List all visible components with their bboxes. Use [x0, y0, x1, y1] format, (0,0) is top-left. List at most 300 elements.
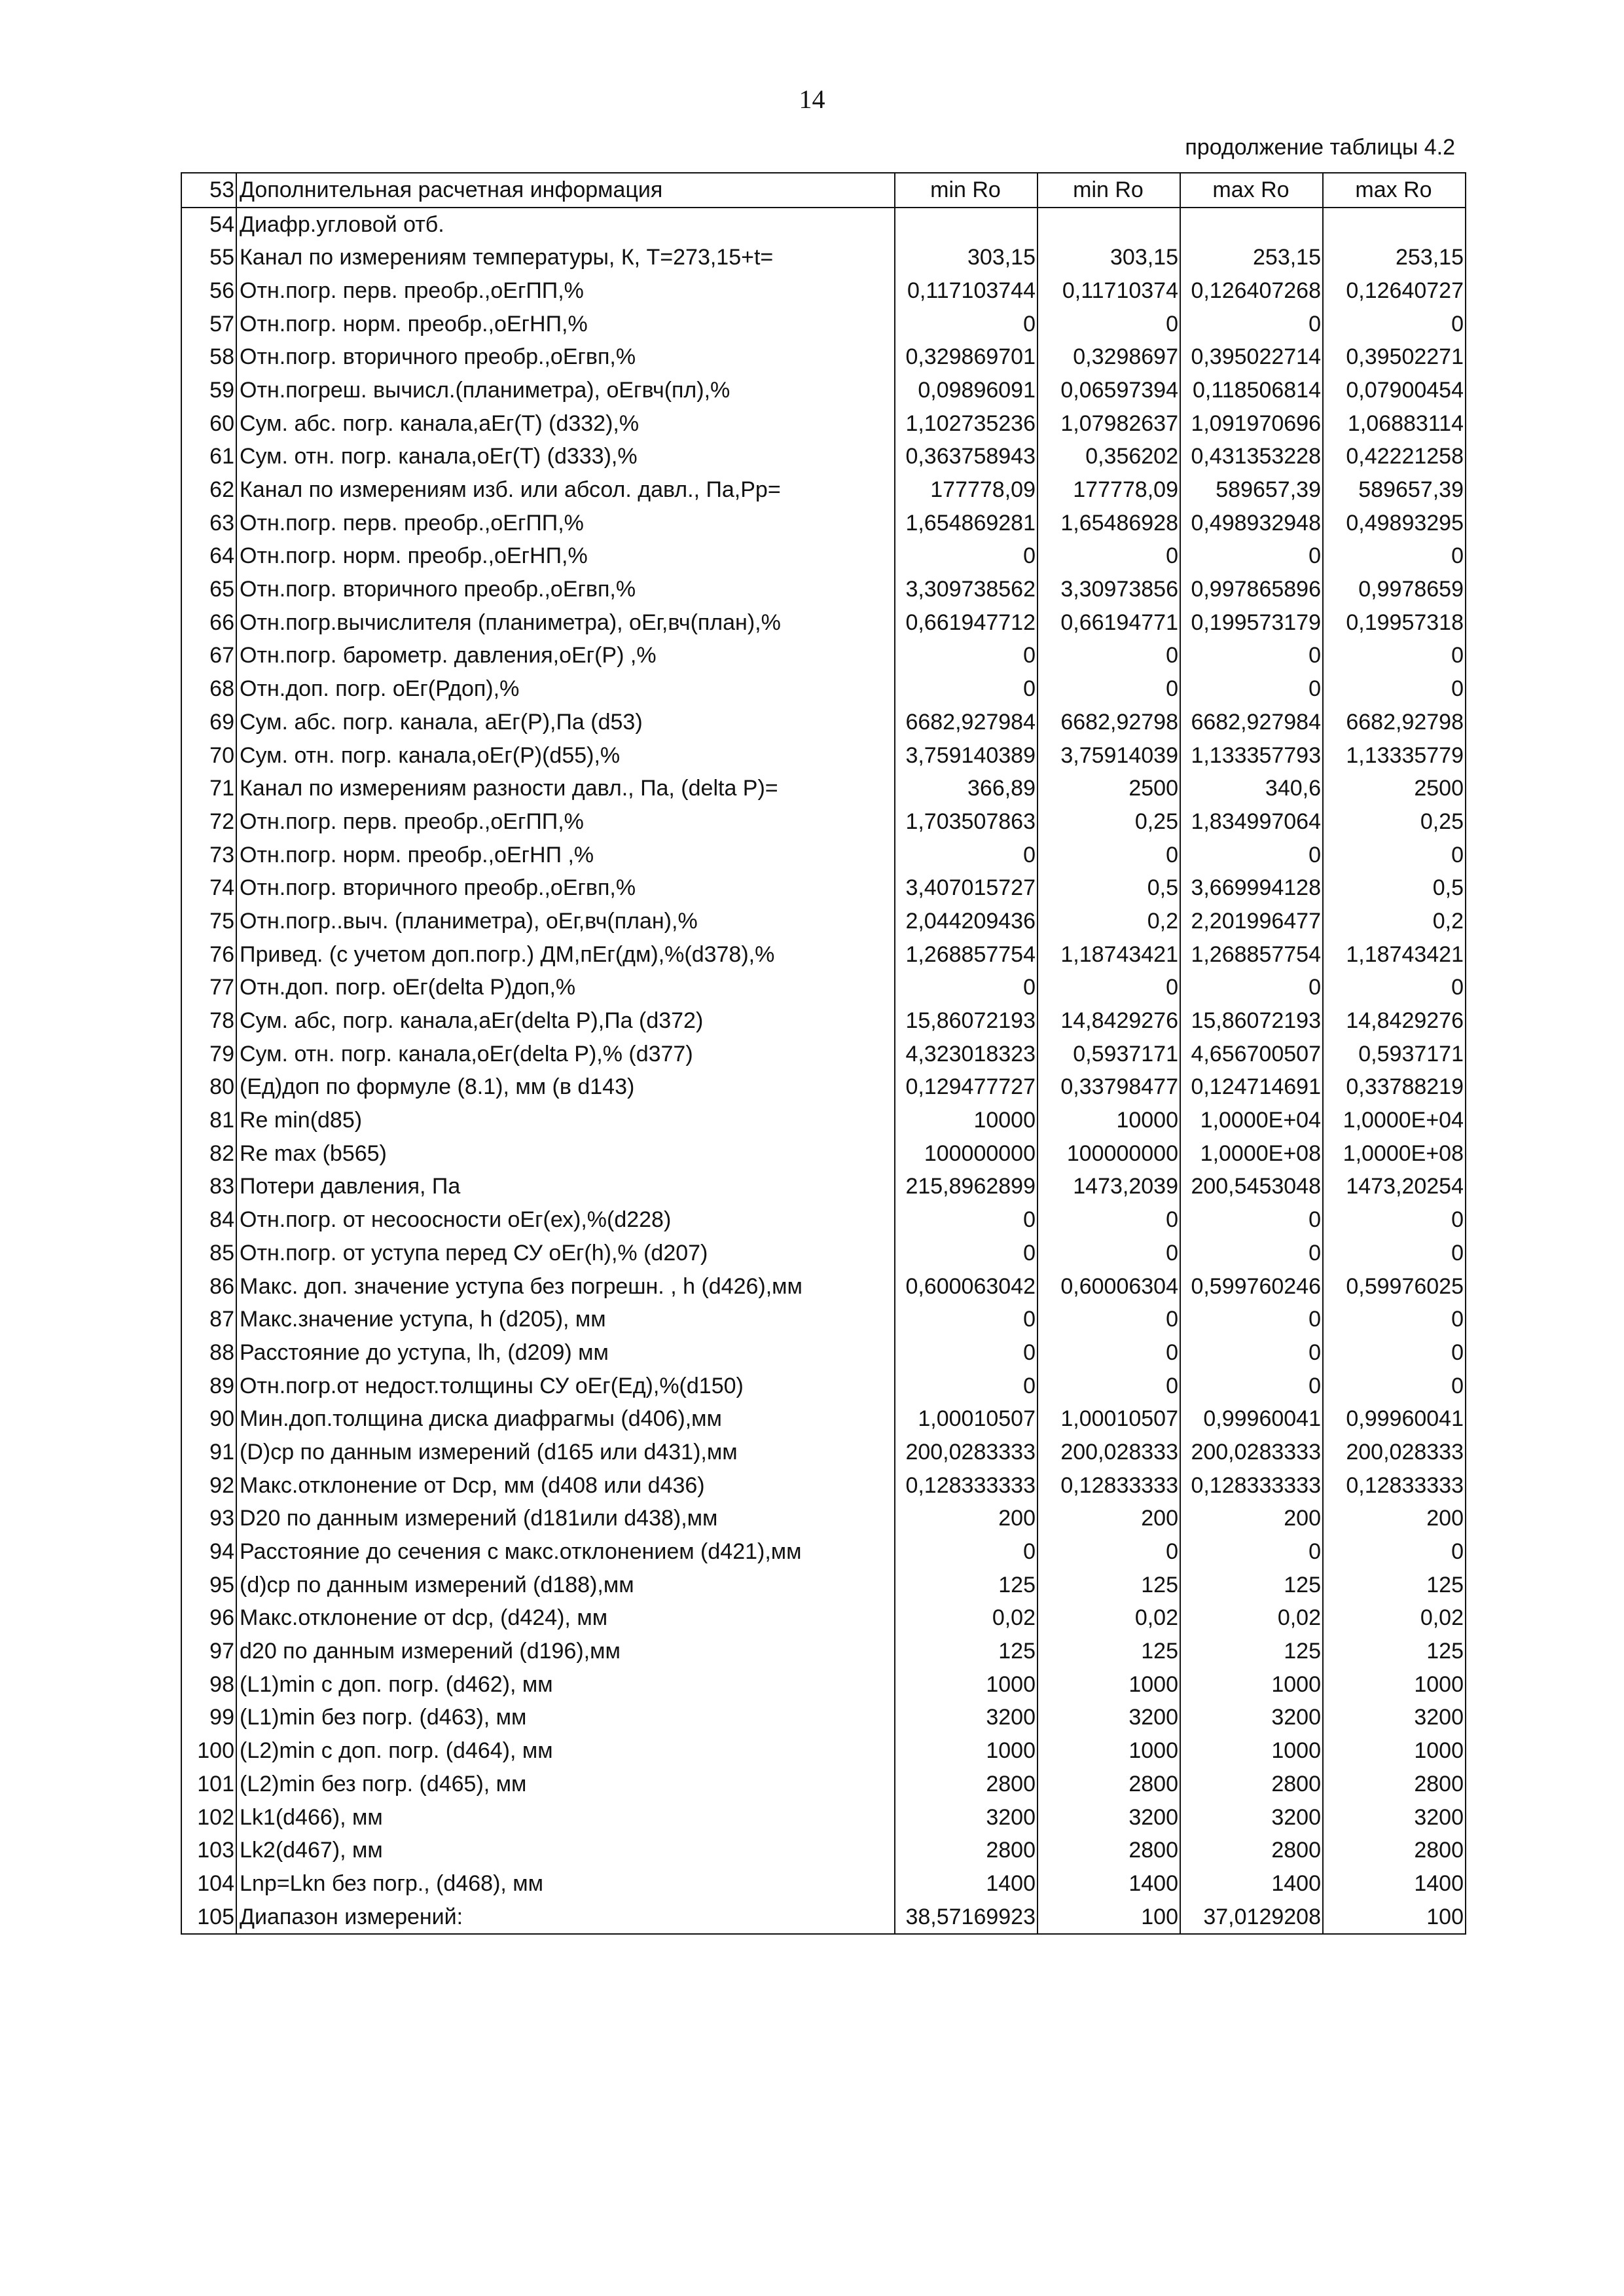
value-min-ro-1: 0 — [895, 839, 1038, 872]
row-number: 105 — [181, 1901, 236, 1935]
value-min-ro-2: 0,02 — [1038, 1602, 1180, 1635]
row-number: 96 — [181, 1602, 236, 1635]
table-row — [181, 1867, 1466, 1901]
table-row — [181, 972, 1466, 1005]
value-min-ro-2: 14,8429276 — [1038, 1004, 1180, 1038]
value-max-ro-2: 0,59976025 — [1323, 1270, 1466, 1303]
value-min-ro-1: 200,0283333 — [895, 1436, 1038, 1469]
value-min-ro-1: 0 — [895, 640, 1038, 673]
row-number: 86 — [181, 1270, 236, 1303]
value-min-ro-2: 0,5 — [1038, 871, 1180, 905]
value-min-ro-2: 0 — [1038, 1370, 1180, 1403]
value-max-ro-2: 0,39502271 — [1323, 340, 1466, 374]
value-max-ro-2: 1,18743421 — [1323, 938, 1466, 972]
table-row — [181, 208, 1466, 242]
value-min-ro-1: 1,00010507 — [895, 1402, 1038, 1436]
table-row — [181, 1668, 1466, 1702]
row-number: 103 — [181, 1834, 236, 1867]
value-min-ro-1: 100000000 — [895, 1137, 1038, 1171]
row-number: 60 — [181, 407, 236, 441]
value-max-ro-2: 100 — [1323, 1901, 1466, 1935]
value-max-ro-1: 1000 — [1180, 1668, 1323, 1702]
row-label: d20 по данным измерений (d196),мм — [236, 1635, 895, 1668]
value-max-ro-1: 0 — [1180, 540, 1323, 574]
row-number: 87 — [181, 1303, 236, 1336]
value-max-ro-1: 0 — [1180, 308, 1323, 341]
row-label: Отн.погр. перв. преобр.,оЕгПП,% — [236, 507, 895, 540]
value-min-ro-2: 0 — [1038, 839, 1180, 872]
value-max-ro-1: 3200 — [1180, 1702, 1323, 1735]
value-max-ro-2: 3200 — [1323, 1702, 1466, 1735]
row-label: Lk2(d467), мм — [236, 1834, 895, 1867]
row-label: Отн.погр. вторичного преобр.,оЕгвп,% — [236, 573, 895, 606]
row-label: Отн.погр. перв. преобр.,оЕгПП,% — [236, 274, 895, 308]
table-row — [181, 1768, 1466, 1801]
row-label: (L2)min с доп. погр. (d464), мм — [236, 1734, 895, 1768]
value-max-ro-2: 3200 — [1323, 1801, 1466, 1834]
value-max-ro-1: 0,395022714 — [1180, 340, 1323, 374]
table-row — [181, 1503, 1466, 1536]
row-number: 61 — [181, 441, 236, 474]
value-min-ro-1: 0 — [895, 672, 1038, 706]
value-min-ro-1: 0,129477727 — [895, 1071, 1038, 1104]
value-min-ro-2: 0,11710374 — [1038, 274, 1180, 308]
row-label: Канал по измерениям температуры, К, Т=273,15+t= — [236, 241, 895, 274]
value-min-ro-1: 38,57169923 — [895, 1901, 1038, 1935]
row-number: 95 — [181, 1569, 236, 1602]
value-min-ro-2: 0 — [1038, 672, 1180, 706]
value-max-ro-2: 1,0000E+04 — [1323, 1104, 1466, 1137]
table-row — [181, 1071, 1466, 1104]
value-min-ro-2: 0,356202 — [1038, 441, 1180, 474]
value-min-ro-2: 0 — [1038, 540, 1180, 574]
value-min-ro-1: 177778,09 — [895, 473, 1038, 507]
row-label: Сум. отн. погр. канала,оЕг(Р)(d55),% — [236, 739, 895, 773]
table-row — [181, 1469, 1466, 1503]
row-label: Отн.погр. от несоосности оЕг(ех),%(d228) — [236, 1203, 895, 1237]
value-min-ro-2: 1,65486928 — [1038, 507, 1180, 540]
row-label: Отн.погр. норм. преобр.,оЕгНП,% — [236, 308, 895, 341]
row-label: Сум. абс, погр. канала,аЕг(delta Р),Па (d372) — [236, 1004, 895, 1038]
value-min-ro-1: 2800 — [895, 1768, 1038, 1801]
row-number: 83 — [181, 1171, 236, 1204]
row-number: 91 — [181, 1436, 236, 1469]
value-min-ro-2: 100 — [1038, 1901, 1180, 1935]
table-row — [181, 839, 1466, 872]
table-header-row — [181, 173, 1466, 208]
value-max-ro-1: 1,834997064 — [1180, 805, 1323, 839]
value-max-ro-1: 0,124714691 — [1180, 1071, 1323, 1104]
value-min-ro-1: 0 — [895, 1237, 1038, 1270]
value-min-ro-1: 2,044209436 — [895, 905, 1038, 938]
row-number: 80 — [181, 1071, 236, 1104]
table-row — [181, 1635, 1466, 1668]
value-max-ro-1: 6682,927984 — [1180, 706, 1323, 739]
row-number: 99 — [181, 1702, 236, 1735]
row-label: Отн.погр. от уступа перед СУ оЕг(h),% (d207) — [236, 1237, 895, 1270]
row-number: 79 — [181, 1038, 236, 1071]
table-row — [181, 1602, 1466, 1635]
column-header: min Ro — [1038, 173, 1180, 208]
row-label: Канал по измерениям изб. или абсол. давл., Па,Рр= — [236, 473, 895, 507]
value-max-ro-2: 0,12640727 — [1323, 274, 1466, 308]
value-min-ro-1: 6682,927984 — [895, 706, 1038, 739]
value-max-ro-1: 253,15 — [1180, 241, 1323, 274]
row-label: Макс.отклонение от dср, (d424), мм — [236, 1602, 895, 1635]
row-label: Макс.значение уступа, h (d205), мм — [236, 1303, 895, 1336]
table-row — [181, 606, 1466, 640]
value-max-ro-2: 2800 — [1323, 1768, 1466, 1801]
value-min-ro-1: 0 — [895, 1535, 1038, 1569]
value-max-ro-1: 3,669994128 — [1180, 871, 1323, 905]
row-label: (L2)min без погр. (d465), мм — [236, 1768, 895, 1801]
value-max-ro-2 — [1323, 208, 1466, 242]
value-min-ro-1: 303,15 — [895, 241, 1038, 274]
value-max-ro-1: 0,128333333 — [1180, 1469, 1323, 1503]
value-min-ro-2: 1000 — [1038, 1734, 1180, 1768]
column-header: max Ro — [1180, 173, 1323, 208]
value-max-ro-1: 1000 — [1180, 1734, 1323, 1768]
row-label: Отн.погр.от недост.толщины СУ оЕг(Ед),%(d150) — [236, 1370, 895, 1403]
table-row — [181, 1901, 1466, 1935]
value-max-ro-1 — [1180, 208, 1323, 242]
row-label: Отн.погр. вторичного преобр.,оЕгвп,% — [236, 340, 895, 374]
value-max-ro-1: 3200 — [1180, 1801, 1323, 1834]
row-label: (Ед)доп по формуле (8.1), мм (в d143) — [236, 1071, 895, 1104]
row-number: 97 — [181, 1635, 236, 1668]
table-row — [181, 241, 1466, 274]
table-row — [181, 871, 1466, 905]
value-max-ro-2: 0 — [1323, 540, 1466, 574]
value-max-ro-1: 0 — [1180, 972, 1323, 1005]
value-min-ro-1: 0 — [895, 1203, 1038, 1237]
row-label: Сум. отн. погр. канала,оЕг(Т) (d333),% — [236, 441, 895, 474]
value-max-ro-2: 200,028333 — [1323, 1436, 1466, 1469]
row-number: 94 — [181, 1535, 236, 1569]
row-number: 54 — [181, 208, 236, 242]
value-min-ro-1: 10000 — [895, 1104, 1038, 1137]
table-row — [181, 1303, 1466, 1336]
value-min-ro-1 — [895, 208, 1038, 242]
row-number: 53 — [181, 173, 236, 208]
table-row — [181, 640, 1466, 673]
value-min-ro-2: 0,5937171 — [1038, 1038, 1180, 1071]
value-min-ro-2: 1,18743421 — [1038, 938, 1180, 972]
row-number: 56 — [181, 274, 236, 308]
row-number: 89 — [181, 1370, 236, 1403]
value-min-ro-1: 125 — [895, 1635, 1038, 1668]
value-min-ro-1: 0 — [895, 1370, 1038, 1403]
value-min-ro-2: 1,07982637 — [1038, 407, 1180, 441]
value-min-ro-2: 303,15 — [1038, 241, 1180, 274]
value-min-ro-1: 0,363758943 — [895, 441, 1038, 474]
value-max-ro-1: 1,268857754 — [1180, 938, 1323, 972]
value-max-ro-2: 0,99960041 — [1323, 1402, 1466, 1436]
row-number: 88 — [181, 1336, 236, 1370]
value-max-ro-2: 0,25 — [1323, 805, 1466, 839]
row-label: Lk1(d466), мм — [236, 1801, 895, 1834]
table-row — [181, 672, 1466, 706]
row-label: Расстояние до уступа, lh, (d209) мм — [236, 1336, 895, 1370]
value-max-ro-1: 200 — [1180, 1503, 1323, 1536]
value-min-ro-1: 0,661947712 — [895, 606, 1038, 640]
value-min-ro-1: 1,654869281 — [895, 507, 1038, 540]
value-min-ro-1: 3200 — [895, 1702, 1038, 1735]
value-max-ro-1: 0 — [1180, 1237, 1323, 1270]
column-header: max Ro — [1323, 173, 1466, 208]
row-label: (L1)min без погр. (d463), мм — [236, 1702, 895, 1735]
value-min-ro-1: 0 — [895, 1336, 1038, 1370]
value-max-ro-2: 1000 — [1323, 1668, 1466, 1702]
value-max-ro-2: 0,33788219 — [1323, 1071, 1466, 1104]
row-number: 76 — [181, 938, 236, 972]
row-number: 78 — [181, 1004, 236, 1038]
value-max-ro-2: 0,5 — [1323, 871, 1466, 905]
table-row — [181, 1801, 1466, 1834]
table-row — [181, 507, 1466, 540]
value-min-ro-1: 4,323018323 — [895, 1038, 1038, 1071]
table-row — [181, 573, 1466, 606]
table-row — [181, 1370, 1466, 1403]
value-max-ro-1: 0,118506814 — [1180, 374, 1323, 407]
value-max-ro-2: 0 — [1323, 1370, 1466, 1403]
value-min-ro-2: 2500 — [1038, 772, 1180, 805]
value-max-ro-2: 0,02 — [1323, 1602, 1466, 1635]
value-min-ro-2: 0 — [1038, 1336, 1180, 1370]
row-number: 81 — [181, 1104, 236, 1137]
value-min-ro-2: 1400 — [1038, 1867, 1180, 1901]
row-label: Отн.погр.вычислителя (планиметра), оЕг,вч(план),% — [236, 606, 895, 640]
value-max-ro-2: 1,06883114 — [1323, 407, 1466, 441]
value-max-ro-1: 0,599760246 — [1180, 1270, 1323, 1303]
value-max-ro-1: 37,0129208 — [1180, 1901, 1323, 1935]
table-row — [181, 1569, 1466, 1602]
row-number: 59 — [181, 374, 236, 407]
row-number: 82 — [181, 1137, 236, 1171]
row-number: 75 — [181, 905, 236, 938]
value-min-ro-1: 15,86072193 — [895, 1004, 1038, 1038]
value-max-ro-2: 0 — [1323, 308, 1466, 341]
value-min-ro-1: 3,759140389 — [895, 739, 1038, 773]
column-header: min Ro — [895, 173, 1038, 208]
value-min-ro-1: 0 — [895, 1303, 1038, 1336]
row-number: 102 — [181, 1801, 236, 1834]
value-max-ro-1: 2,201996477 — [1180, 905, 1323, 938]
value-min-ro-2: 0 — [1038, 972, 1180, 1005]
value-max-ro-2: 0 — [1323, 1336, 1466, 1370]
value-min-ro-2: 3200 — [1038, 1702, 1180, 1735]
value-min-ro-2: 0 — [1038, 1237, 1180, 1270]
row-label: Отн.погр. вторичного преобр.,оЕгвп,% — [236, 871, 895, 905]
value-max-ro-1: 2800 — [1180, 1834, 1323, 1867]
value-min-ro-1: 1,102735236 — [895, 407, 1038, 441]
value-min-ro-2: 177778,09 — [1038, 473, 1180, 507]
value-max-ro-1: 0 — [1180, 1303, 1323, 1336]
value-max-ro-1: 1,133357793 — [1180, 739, 1323, 773]
value-max-ro-1: 0,99960041 — [1180, 1402, 1323, 1436]
row-label: Lnp=Lkn без погр., (d468), мм — [236, 1867, 895, 1901]
value-max-ro-2: 0 — [1323, 640, 1466, 673]
value-min-ro-1: 125 — [895, 1569, 1038, 1602]
value-min-ro-2: 0,60006304 — [1038, 1270, 1180, 1303]
value-max-ro-2: 0,9978659 — [1323, 573, 1466, 606]
value-min-ro-1: 1,268857754 — [895, 938, 1038, 972]
row-number: 92 — [181, 1469, 236, 1503]
value-max-ro-2: 2800 — [1323, 1834, 1466, 1867]
value-max-ro-1: 0,199573179 — [1180, 606, 1323, 640]
value-min-ro-2: 0 — [1038, 1303, 1180, 1336]
value-min-ro-1: 366,89 — [895, 772, 1038, 805]
row-label: Диапазон измерений: — [236, 1901, 895, 1935]
table-row — [181, 772, 1466, 805]
row-label: Отн.погр. перв. преобр.,оЕгПП,% — [236, 805, 895, 839]
value-max-ro-1: 0,997865896 — [1180, 573, 1323, 606]
value-max-ro-2: 1000 — [1323, 1734, 1466, 1768]
row-label: D20 по данным измерений (d181или d438),мм — [236, 1503, 895, 1536]
value-min-ro-2: 0,2 — [1038, 905, 1180, 938]
value-max-ro-2: 0 — [1323, 839, 1466, 872]
value-max-ro-1: 125 — [1180, 1635, 1323, 1668]
row-label: Мин.доп.толщина диска диафрагмы (d406),мм — [236, 1402, 895, 1436]
row-number: 58 — [181, 340, 236, 374]
row-number: 93 — [181, 1503, 236, 1536]
row-label: Re max (b565) — [236, 1137, 895, 1171]
value-min-ro-1: 0 — [895, 308, 1038, 341]
value-max-ro-1: 0 — [1180, 1336, 1323, 1370]
row-label: Отн.погр. норм. преобр.,оЕгНП,% — [236, 540, 895, 574]
row-label: Сум. абс. погр. канала,аЕг(Т) (d332),% — [236, 407, 895, 441]
value-max-ro-2: 0,19957318 — [1323, 606, 1466, 640]
table-row — [181, 1038, 1466, 1071]
table-continuation-caption: продолжение таблицы 4.2 — [1185, 135, 1455, 160]
value-min-ro-2: 2800 — [1038, 1768, 1180, 1801]
value-min-ro-2: 6682,92798 — [1038, 706, 1180, 739]
value-max-ro-1: 0,126407268 — [1180, 274, 1323, 308]
table-row — [181, 739, 1466, 773]
value-max-ro-2: 0 — [1323, 1237, 1466, 1270]
row-number: 74 — [181, 871, 236, 905]
value-max-ro-2: 0 — [1323, 672, 1466, 706]
row-number: 63 — [181, 507, 236, 540]
row-number: 72 — [181, 805, 236, 839]
value-min-ro-2 — [1038, 208, 1180, 242]
value-min-ro-2: 0,66194771 — [1038, 606, 1180, 640]
table-row — [181, 1702, 1466, 1735]
row-label: Макс.отклонение от Dср, мм (d408 или d436) — [236, 1469, 895, 1503]
row-number: 77 — [181, 972, 236, 1005]
table-row — [181, 1336, 1466, 1370]
value-min-ro-1: 200 — [895, 1503, 1038, 1536]
row-label: Потери давления, Па — [236, 1171, 895, 1204]
value-min-ro-2: 0,3298697 — [1038, 340, 1180, 374]
value-min-ro-1: 215,8962899 — [895, 1171, 1038, 1204]
value-max-ro-2: 0,12833333 — [1323, 1469, 1466, 1503]
value-max-ro-2: 6682,92798 — [1323, 706, 1466, 739]
value-min-ro-1: 3,407015727 — [895, 871, 1038, 905]
row-number: 84 — [181, 1203, 236, 1237]
row-number: 66 — [181, 606, 236, 640]
value-max-ro-1: 0 — [1180, 672, 1323, 706]
value-max-ro-2: 0,5937171 — [1323, 1038, 1466, 1071]
row-label: (d)ср по данным измерений (d188),мм — [236, 1569, 895, 1602]
value-min-ro-1: 1000 — [895, 1668, 1038, 1702]
row-number: 73 — [181, 839, 236, 872]
table-row — [181, 274, 1466, 308]
table-row — [181, 1203, 1466, 1237]
table-row — [181, 905, 1466, 938]
value-min-ro-2: 3,75914039 — [1038, 739, 1180, 773]
row-number: 55 — [181, 241, 236, 274]
table-row — [181, 1402, 1466, 1436]
value-max-ro-1: 0 — [1180, 1370, 1323, 1403]
value-max-ro-2: 125 — [1323, 1569, 1466, 1602]
value-min-ro-2: 3200 — [1038, 1801, 1180, 1834]
row-label: (D)ср по данным измерений (d165 или d431),мм — [236, 1436, 895, 1469]
value-max-ro-2: 0,07900454 — [1323, 374, 1466, 407]
row-number: 100 — [181, 1734, 236, 1768]
value-max-ro-1: 340,6 — [1180, 772, 1323, 805]
value-min-ro-2: 0 — [1038, 308, 1180, 341]
value-min-ro-1: 0,329869701 — [895, 340, 1038, 374]
table-row — [181, 805, 1466, 839]
value-max-ro-1: 0 — [1180, 640, 1323, 673]
value-min-ro-2: 0 — [1038, 640, 1180, 673]
value-max-ro-1: 1400 — [1180, 1867, 1323, 1901]
value-min-ro-2: 125 — [1038, 1635, 1180, 1668]
value-min-ro-1: 0,09896091 — [895, 374, 1038, 407]
value-min-ro-1: 3,309738562 — [895, 573, 1038, 606]
row-number: 62 — [181, 473, 236, 507]
value-min-ro-2: 1000 — [1038, 1668, 1180, 1702]
value-min-ro-1: 1000 — [895, 1734, 1038, 1768]
table-row — [181, 1734, 1466, 1768]
header-label: Дополнительная расчетная информация — [236, 173, 895, 208]
row-label: Канал по измерениям разности давл., Па, (delta P)= — [236, 772, 895, 805]
value-max-ro-2: 0,49893295 — [1323, 507, 1466, 540]
table-row — [181, 407, 1466, 441]
row-number: 104 — [181, 1867, 236, 1901]
value-max-ro-2: 253,15 — [1323, 241, 1466, 274]
table-row — [181, 1270, 1466, 1303]
calculation-table — [181, 172, 1466, 1935]
table-row — [181, 441, 1466, 474]
value-max-ro-1: 589657,39 — [1180, 473, 1323, 507]
row-number: 85 — [181, 1237, 236, 1270]
value-min-ro-1: 2800 — [895, 1834, 1038, 1867]
table-row — [181, 1237, 1466, 1270]
table-row — [181, 706, 1466, 739]
row-label: Сум. абс. погр. канала, аЕг(Р),Па (d53) — [236, 706, 895, 739]
value-max-ro-2: 0 — [1323, 1203, 1466, 1237]
row-number: 65 — [181, 573, 236, 606]
value-max-ro-2: 0,2 — [1323, 905, 1466, 938]
table-row — [181, 1436, 1466, 1469]
table-row — [181, 308, 1466, 341]
value-max-ro-1: 2800 — [1180, 1768, 1323, 1801]
row-label: Отн.доп. погр. оЕг(Рдоп),% — [236, 672, 895, 706]
value-max-ro-1: 1,0000E+08 — [1180, 1137, 1323, 1171]
table-row — [181, 1137, 1466, 1171]
row-label: Макс. доп. значение уступа без погрешн. , h (d426),мм — [236, 1270, 895, 1303]
value-max-ro-2: 1,13335779 — [1323, 739, 1466, 773]
row-label: Расстояние до сечения с макс.отклонением (d421),мм — [236, 1535, 895, 1569]
row-number: 57 — [181, 308, 236, 341]
value-max-ro-1: 1,0000E+04 — [1180, 1104, 1323, 1137]
row-number: 90 — [181, 1402, 236, 1436]
value-max-ro-2: 0 — [1323, 1535, 1466, 1569]
value-max-ro-2: 14,8429276 — [1323, 1004, 1466, 1038]
value-min-ro-1: 0,117103744 — [895, 274, 1038, 308]
